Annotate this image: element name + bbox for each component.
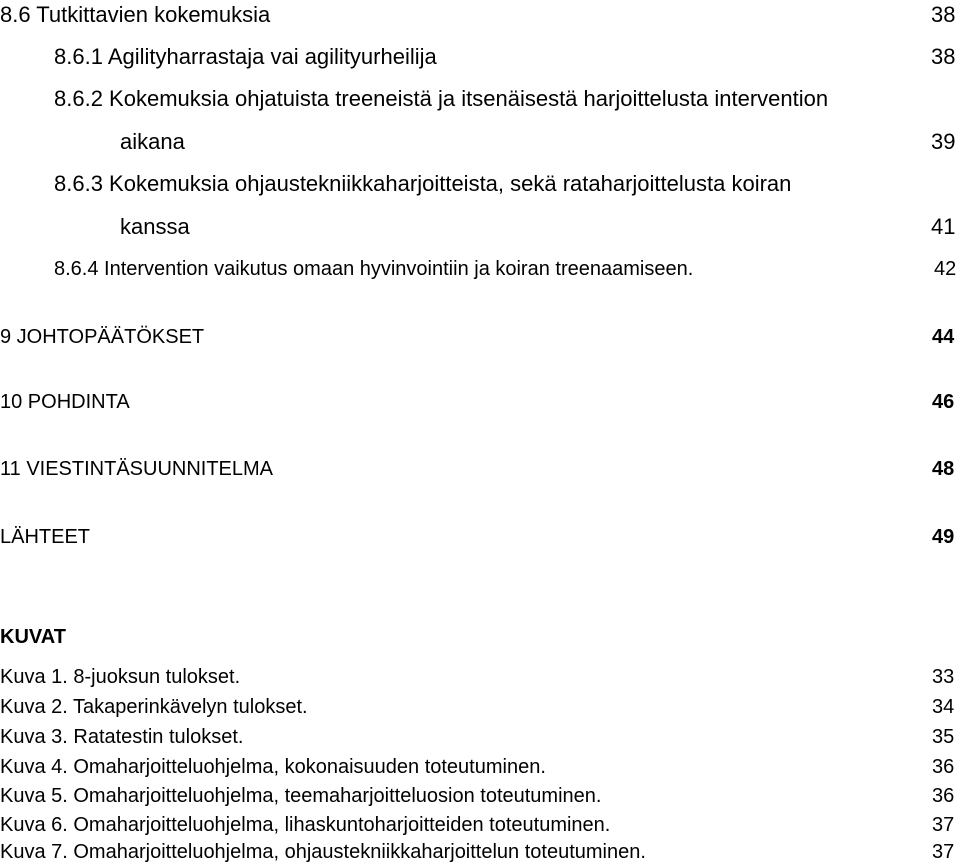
toc-entry-page: 39 xyxy=(931,129,956,154)
figure-label: Kuva 1. 8-juoksun tulokset. xyxy=(0,666,241,688)
figures-heading-text: KUVAT xyxy=(0,626,66,648)
figure-page: 37 xyxy=(932,814,955,836)
toc-entry-title: 10 POHDINTA xyxy=(0,391,130,413)
toc-entry-title: LÄHTEET xyxy=(0,526,91,548)
figure-page: 36 xyxy=(932,756,955,778)
toc-entry-title-line1: 8.6.2 Kokemuksia ohjatuista treeneistä ja itsenäisestä harjoittelusta intervention xyxy=(54,86,829,111)
toc-entry-title-line1: 8.6.3 Kokemuksia ohjaustekniikkaharjoitteista, sekä rataharjoittelusta koiran xyxy=(54,171,792,196)
toc-entry-page: 46 xyxy=(932,391,955,413)
figure-page: 34 xyxy=(932,696,955,718)
figure-page: 35 xyxy=(932,726,955,748)
toc-entry-page: 38 xyxy=(931,2,956,27)
figure-page: 33 xyxy=(932,666,955,688)
figure-label: Kuva 6. Omaharjoitteluohjelma, lihaskuntoharjoitteiden toteutuminen. xyxy=(0,814,611,836)
toc-entry-page: 38 xyxy=(931,44,956,69)
figure-page: 36 xyxy=(932,785,955,807)
toc-entry-page: 49 xyxy=(932,526,955,548)
toc-entry-title-line2: kanssa xyxy=(120,214,190,239)
figure-label: Kuva 3. Ratatestin tulokset. xyxy=(0,726,244,748)
toc-entry-page: 41 xyxy=(931,214,956,239)
toc-entry-title: 9 JOHTOPÄÄTÖKSET xyxy=(0,326,205,348)
figure-page: 37 xyxy=(932,841,955,863)
toc-entry-page: 42 xyxy=(934,258,957,280)
toc-entry-title-line2: aikana xyxy=(120,129,185,154)
toc-entry-page: 48 xyxy=(932,458,955,480)
toc-entry-title: 8.6.1 Agilityharrastaja vai agilityurheilija xyxy=(54,44,437,69)
figure-label: Kuva 4. Omaharjoitteluohjelma, kokonaisuuden toteutuminen. xyxy=(0,756,546,778)
toc-entry-title: 8.6 Tutkittavien kokemuksia xyxy=(0,2,271,27)
toc-entry-title: 8.6.4 Intervention vaikutus omaan hyvinvointiin ja koiran treenaamiseen. xyxy=(54,258,694,280)
figure-label: Kuva 2. Takaperinkävelyn tulokset. xyxy=(0,696,308,718)
toc-entry-page: 44 xyxy=(932,326,955,348)
figure-label: Kuva 7. Omaharjoitteluohjelma, ohjaustekniikkaharjoittelun toteutuminen. xyxy=(0,841,646,863)
toc-entry-title: 11 VIESTINTÄSUUNNITELMA xyxy=(0,458,274,480)
figure-label: Kuva 5. Omaharjoitteluohjelma, teemaharjoitteluosion toteutuminen. xyxy=(0,785,602,807)
